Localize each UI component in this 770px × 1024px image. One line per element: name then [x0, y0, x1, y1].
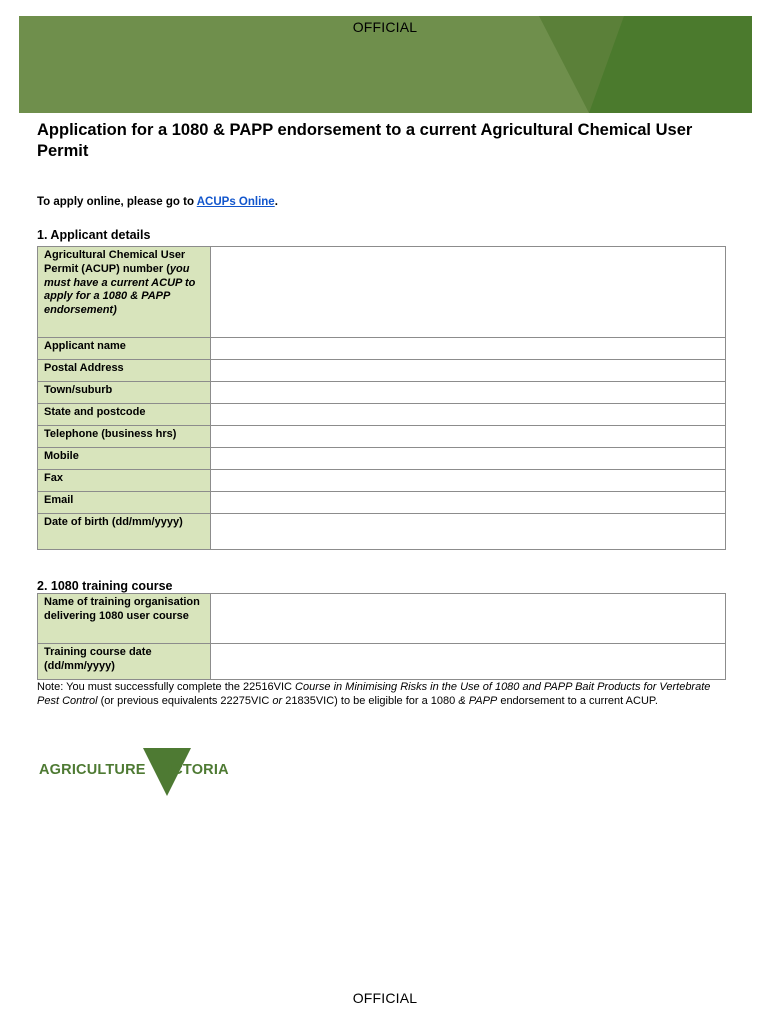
agriculture-victoria-logo: [37, 748, 237, 796]
logo-word-victoria: ICTORIA: [168, 762, 229, 778]
note-text-italic: or: [272, 695, 283, 708]
note-text: 21835VIC) to be eligible for a 1080: [282, 695, 459, 708]
note-text: (or previous equivalents 22275VIC: [97, 695, 273, 708]
postal-address-field[interactable]: [211, 360, 726, 382]
table-row: [38, 514, 726, 550]
table-row: [38, 470, 726, 492]
note-text-italic: & PAPP: [458, 695, 498, 708]
email-label: Email: [38, 492, 211, 514]
training-course-table: [37, 593, 726, 680]
section-applicant-details-heading: 1. Applicant details: [37, 228, 151, 242]
acups-online-link[interactable]: ACUPs Online: [196, 196, 275, 208]
training-date-field[interactable]: [211, 644, 726, 680]
table-row: [38, 247, 726, 338]
acup-label-note: you must have a current ACUP to apply for a 1080 & PAPP endorsement): [44, 262, 196, 317]
table-row: [38, 382, 726, 404]
apply-online-text: [37, 196, 278, 208]
postal-address-label: Postal Address: [38, 360, 211, 382]
applicant-details-table: [37, 246, 726, 550]
apply-text: To apply online, please go to: [37, 196, 197, 208]
date-of-birth-label: Date of birth (dd/mm/yyyy): [38, 514, 211, 550]
mobile-field[interactable]: [211, 448, 726, 470]
applicant-name-field[interactable]: [211, 338, 726, 360]
fax-field[interactable]: [211, 470, 726, 492]
training-organisation-field[interactable]: [211, 594, 726, 644]
acup-number-field[interactable]: [211, 247, 726, 338]
telephone-label: Telephone (business hrs): [38, 426, 211, 448]
note-text: Note: You must successfully complete the 22516VIC: [37, 681, 296, 693]
email-field[interactable]: [211, 492, 726, 514]
table-row: [38, 426, 726, 448]
logo-word-agriculture: AGRICULTURE: [39, 762, 146, 778]
telephone-field[interactable]: [211, 426, 726, 448]
section-training-course-heading: 2. 1080 training course: [37, 579, 173, 593]
state-postcode-field[interactable]: [211, 404, 726, 426]
mobile-label: Mobile: [38, 448, 211, 470]
state-postcode-label: State and postcode: [38, 404, 211, 426]
fax-label: Fax: [38, 470, 211, 492]
page-title: Application for a 1080 & PAPP endorsement to a current Agricultural Chemical User Permit: [37, 121, 693, 160]
eligibility-note: [37, 680, 727, 708]
table-row: [38, 404, 726, 426]
training-date-label: Training course date (dd/mm/yyyy): [38, 644, 211, 680]
note-text: endorsement to a current ACUP.: [497, 695, 658, 708]
acup-number-label: [38, 247, 211, 338]
classification-header: OFFICIAL: [352, 19, 418, 35]
table-row: [38, 338, 726, 360]
table-row: [38, 644, 726, 680]
applicant-name-label: Applicant name: [38, 338, 211, 360]
table-row: [38, 360, 726, 382]
table-row: [38, 594, 726, 644]
table-row: [38, 448, 726, 470]
date-of-birth-field[interactable]: [211, 514, 726, 550]
apply-suffix: .: [274, 196, 278, 208]
table-row: [38, 492, 726, 514]
acup-label-text: Agricultural Chemical User Permit (ACUP) number (: [44, 249, 186, 275]
town-suburb-field[interactable]: [211, 382, 726, 404]
note-course-name: Course in Minimising Risks in the Use of 1080 and PAPP Bait Products for Vertebrate Pest Control: [37, 681, 711, 708]
town-suburb-label: Town/suburb: [38, 382, 211, 404]
training-organisation-label: Name of training organisation delivering 1080 user course: [38, 594, 211, 644]
classification-footer: OFFICIAL: [352, 990, 418, 1006]
